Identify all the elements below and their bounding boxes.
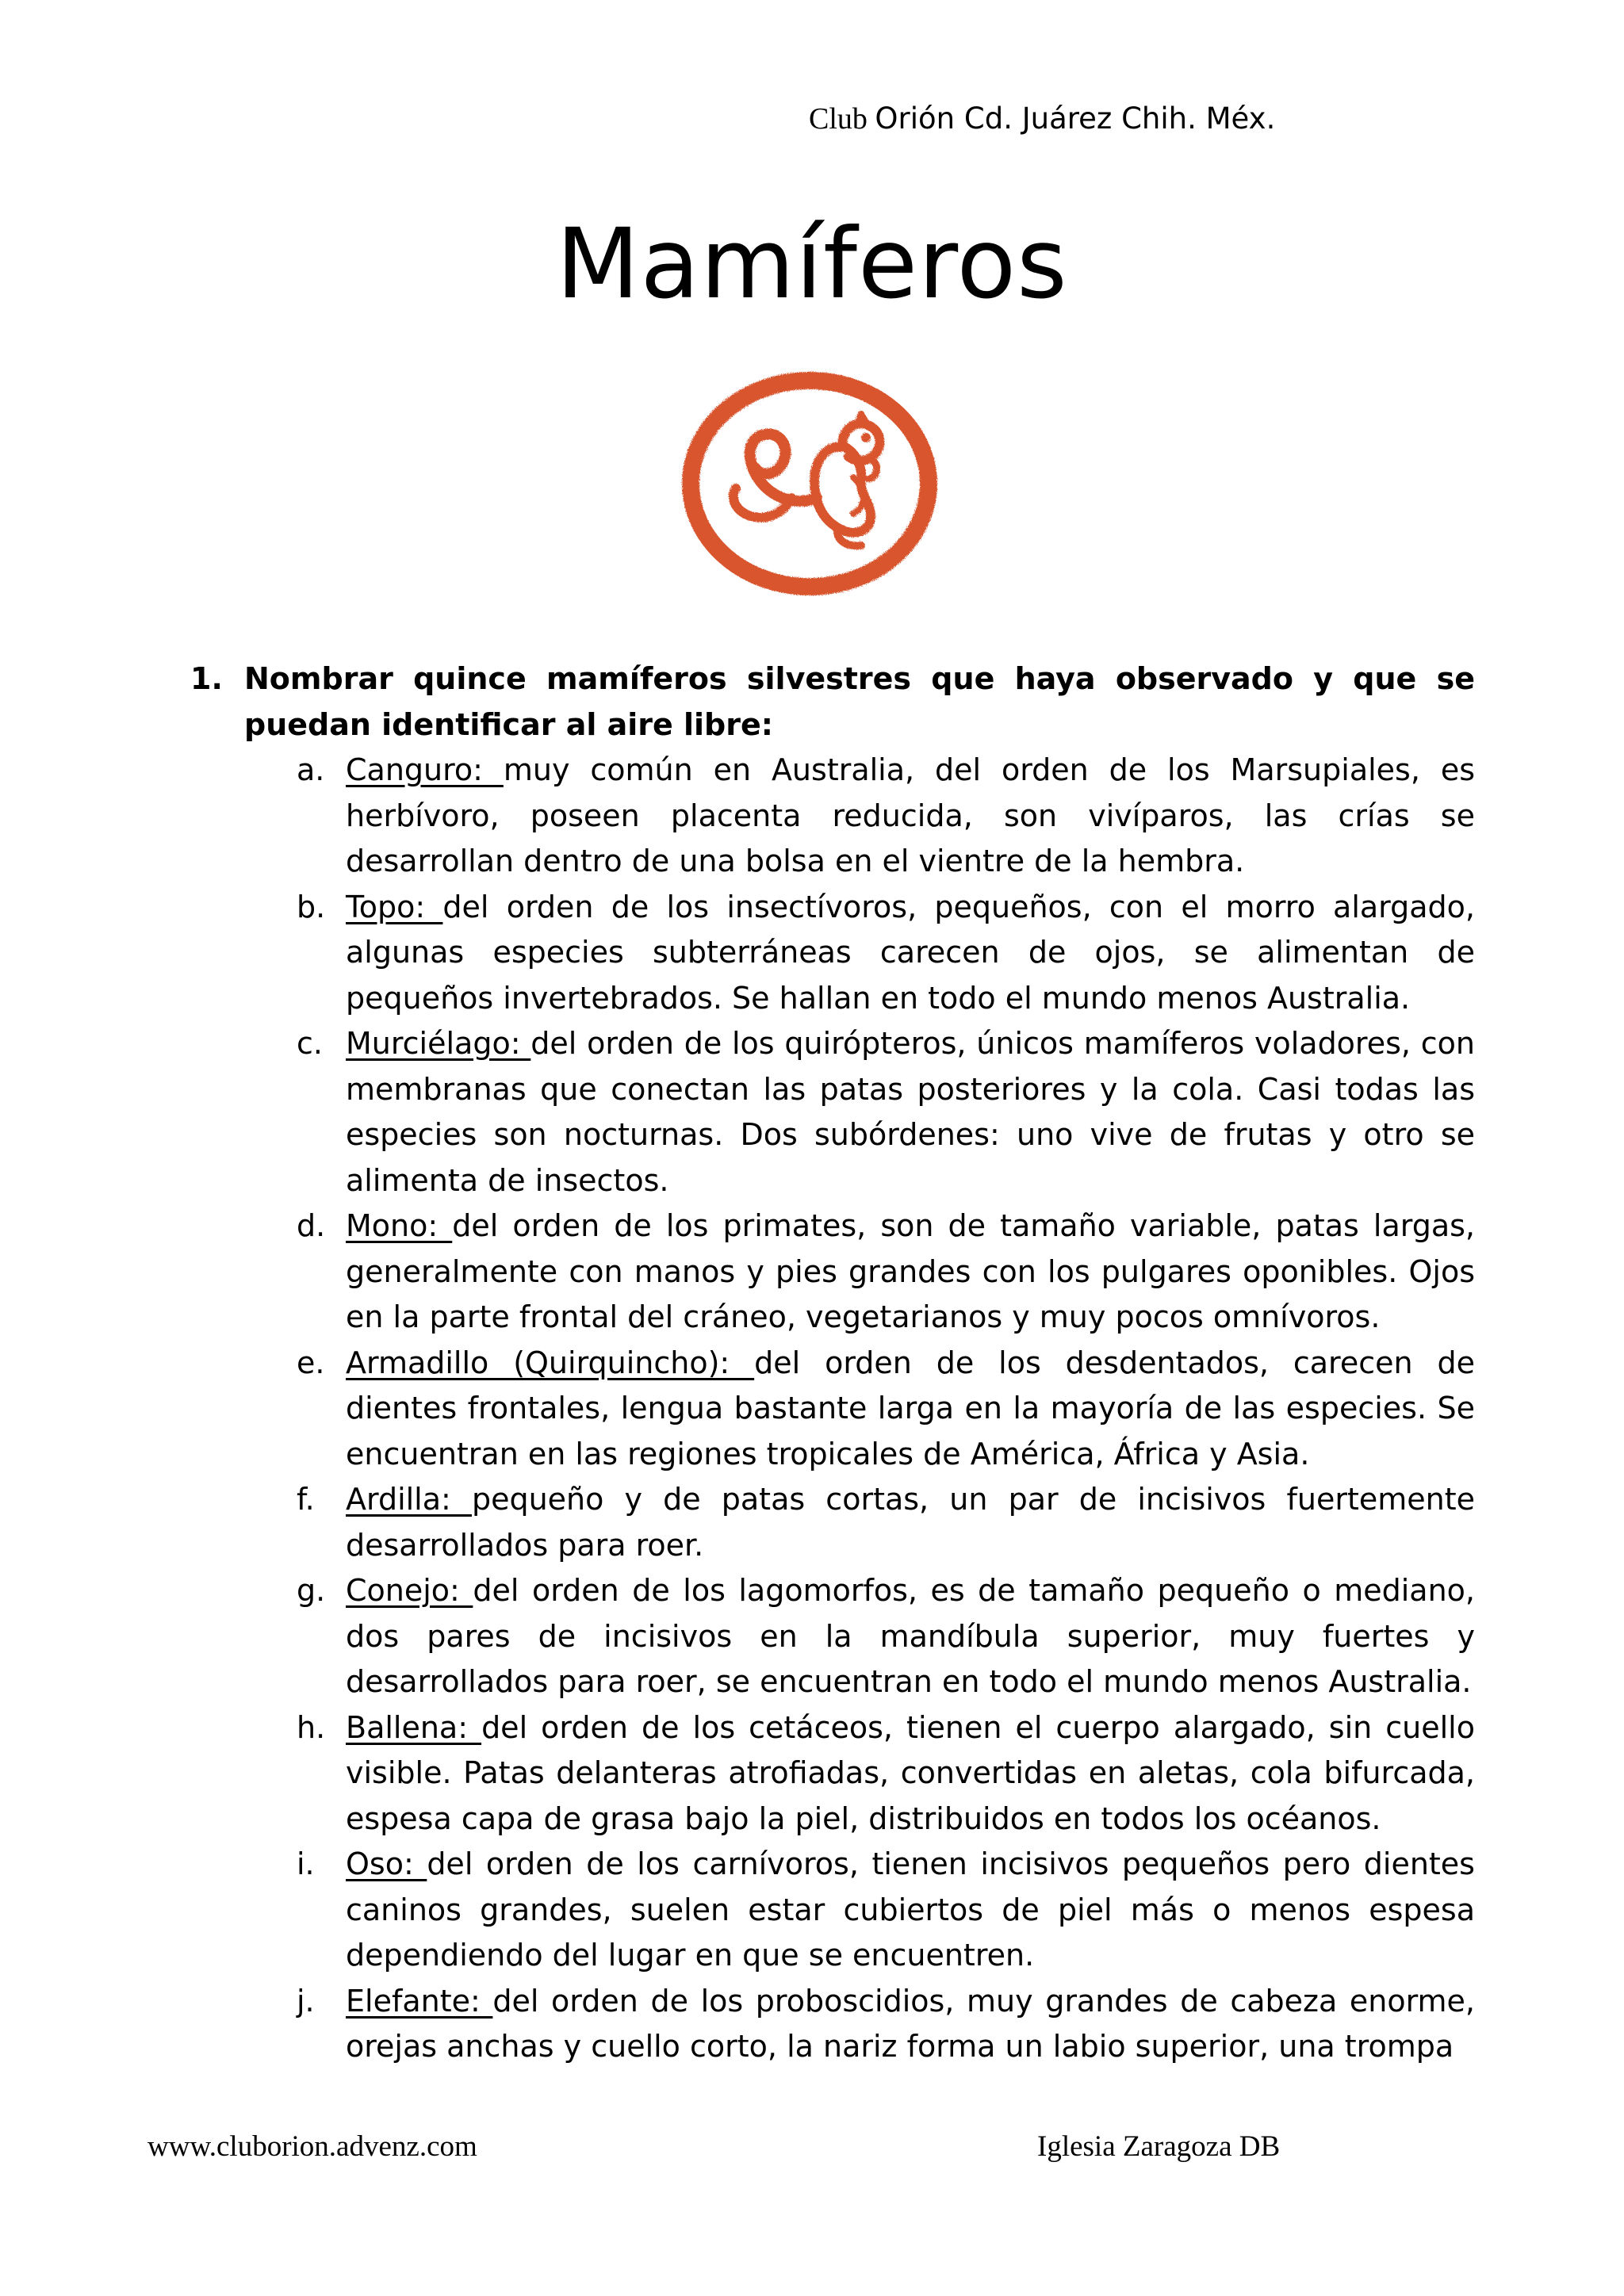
list-item-letter: i. — [297, 1846, 315, 1881]
list-item — [190, 885, 1475, 1022]
question-section — [190, 656, 1475, 2070]
mammal-description: del orden de los lagomorfos, es de tamaño pequeño o mediano, dos pares de incisivos en la mandíbula superior, muy fuertes y desarrollados para roer, se encuentran en todo el mundo menos Australia. — [346, 1573, 1475, 1699]
mammal-term: Canguro: — [346, 752, 504, 787]
mammal-term: Conejo: — [346, 1573, 473, 1608]
list-item-letter: a. — [297, 752, 325, 787]
footer-website: www.cluborion.advenz.com — [147, 2130, 477, 2163]
mammal-description: del orden de los primates, son de tamaño variable, patas largas, generalmente con manos y pies grandes con los pulgares oponibles. Ojos en la parte frontal del cráneo, vegetarianos y muy pocos omnívoros. — [346, 1208, 1475, 1334]
mammal-term: Armadillo (Quirquincho): — [346, 1345, 755, 1380]
mammal-term: Mono: — [346, 1208, 453, 1243]
mammal-term: Oso: — [346, 1846, 427, 1881]
mammal-description: del orden de los quirópteros, únicos mamíferos voladores, con membranas que conectan las patas posteriores y la cola. Casi todas las especies son nocturnas. Dos subórdenes: uno vive de frutas y otro se alimenta de insectos. — [346, 1026, 1475, 1198]
list-item — [190, 748, 1475, 885]
question-text: Nombrar quince mamíferos silvestres que haya observado y que se puedan identificar al aire libre: — [244, 661, 1475, 742]
list-item-letter: g. — [297, 1573, 326, 1608]
mammal-term: Elefante: — [346, 1983, 493, 2019]
header-location: Orión Cd. Juárez Chih. Méx. — [875, 101, 1276, 136]
list-item — [190, 1979, 1475, 2070]
header-club: Club — [809, 102, 868, 136]
list-item-letter: e. — [297, 1345, 325, 1380]
mammal-description: muy común en Australia, del orden de los Marsupiales, es herbívoro, poseen placenta reducida, son vivíparos, las crías se desarrollan dentro de una bolsa en el vientre de la hembra. — [346, 752, 1475, 878]
mammal-term: Ardilla: — [346, 1482, 472, 1517]
list-item — [190, 1568, 1475, 1705]
list-item — [190, 1203, 1475, 1341]
list-item-letter: c. — [297, 1026, 323, 1061]
list-item — [190, 1341, 1475, 1478]
mammal-list — [190, 748, 1475, 2070]
list-item — [190, 1477, 1475, 1568]
list-item-letter: f. — [297, 1482, 315, 1517]
list-item-letter: b. — [297, 889, 326, 924]
footer-church: Iglesia Zaragoza DB — [1037, 2130, 1281, 2163]
mammal-description: del orden de los carnívoros, tienen incisivos pequeños pero dientes caninos grandes, suelen estar cubiertos de piel más o menos espesa dependiendo del lugar en que se encuentren. — [346, 1846, 1475, 1973]
mammal-description: del orden de los insectívoros, pequeños, con el morro alargado, algunas especies subterráneas carecen de ojos, se alimentan de pequeños invertebrados. Se hallan en todo el mundo menos Australia. — [346, 889, 1475, 1016]
mammal-term: Topo: — [346, 889, 443, 924]
list-item-letter: d. — [297, 1208, 326, 1243]
mammal-description: pequeño y de patas cortas, un par de incisivos fuertemente desarrollados para roer. — [346, 1482, 1475, 1563]
question-1 — [190, 656, 1475, 748]
list-item-letter: j. — [297, 1983, 315, 2019]
mammal-description: del orden de los cetáceos, tienen el cuerpo alargado, sin cuello visible. Patas delanteras atrofiadas, convertidas en aletas, cola bifurcada, espesa capa de grasa bajo la piel, distribuidos en todos los océanos. — [346, 1709, 1475, 1836]
page-title: Mamíferos — [556, 208, 1068, 320]
list-item — [190, 1705, 1475, 1843]
page-header — [809, 101, 1275, 136]
list-item — [190, 1021, 1475, 1203]
list-item — [190, 1842, 1475, 1979]
mammal-term: Ballena: — [346, 1709, 482, 1745]
mammal-description: del orden de los proboscidios, muy grandes de cabeza enorme, orejas anchas y cuello corto, la nariz forma un labio superior, una trompa — [346, 1983, 1475, 2064]
squirrel-emblem-icon — [672, 358, 947, 609]
list-item-letter: h. — [297, 1709, 326, 1745]
mammal-description: del orden de los desdentados, carecen de dientes frontales, lengua bastante larga en la mayoría de las especies. Se encuentran en las regiones tropicales de América, África y Asia. — [346, 1345, 1475, 1471]
mammal-term: Murciélago: — [346, 1026, 531, 1061]
question-number: 1. — [190, 661, 223, 696]
